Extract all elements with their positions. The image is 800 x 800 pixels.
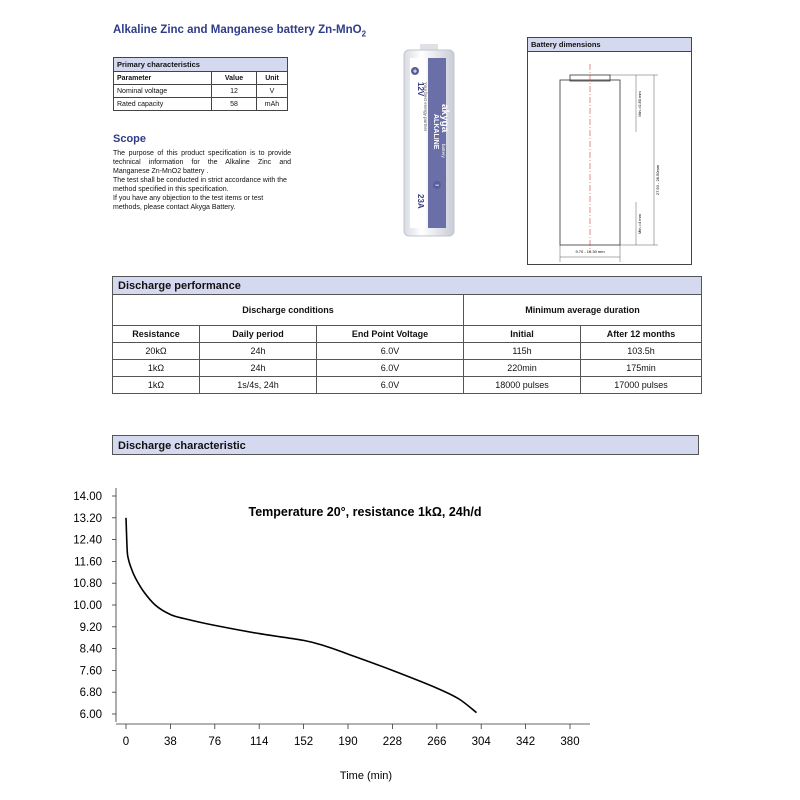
cell: 1s/4s, 24h <box>200 377 317 394</box>
cell: 6.0V <box>317 377 464 394</box>
col-unit: Unit <box>257 72 288 85</box>
table-row <box>113 360 702 377</box>
cell: 1kΩ <box>113 377 200 394</box>
cell: 175min <box>581 360 702 377</box>
chart-title: Temperature 20°, resistance 1kΩ, 24h/d <box>248 505 482 519</box>
y-tick-label: 13.20 <box>73 512 102 525</box>
y-tick-label: 7.60 <box>79 665 102 678</box>
battery-image <box>398 44 460 239</box>
cell: mAh <box>257 98 288 111</box>
x-tick-label: 76 <box>208 736 222 748</box>
x-tick-label: 190 <box>338 736 358 748</box>
y-tick-label: 10.80 <box>73 578 102 591</box>
x-tick-label: 152 <box>294 736 314 748</box>
table-row <box>114 85 288 98</box>
scope-line: If you have any objection to the test items or test methods, please contact Akyga Battery. <box>113 195 264 211</box>
svg-text:−: − <box>434 182 440 190</box>
discharge-curve <box>126 518 477 713</box>
col-parameter: Parameter <box>114 72 212 85</box>
table-row <box>113 377 702 394</box>
cell: 1kΩ <box>113 360 200 377</box>
x-tick-label: 266 <box>427 736 447 748</box>
y-tick-label: 12.40 <box>73 534 102 547</box>
y-tick-label: 9.20 <box>79 621 102 634</box>
cell: 6.0V <box>317 360 464 377</box>
primary-heading: Primary characteristics <box>114 58 288 72</box>
discharge-performance-heading: Discharge performance <box>113 277 702 295</box>
y-tick-label: 11.60 <box>74 556 102 569</box>
y-tick-label: 6.80 <box>79 687 102 700</box>
scope-text <box>113 149 291 212</box>
battery-model: 23A <box>416 194 425 209</box>
scope-line: The test shall be conducted in strict accordance with the method specified in this specification. <box>113 177 287 193</box>
x-tick-label: 380 <box>560 736 580 748</box>
x-tick-label: 304 <box>471 736 491 748</box>
col-resistance: Resistance <box>113 326 200 343</box>
cell: Nominal voltage <box>114 85 212 98</box>
battery-type: ALKALINE <box>432 114 439 150</box>
scope-heading: Scope <box>113 133 147 145</box>
cell: Rated capacity <box>114 98 212 111</box>
cell: 103.5h <box>581 343 702 360</box>
dimensions-drawing <box>528 52 691 262</box>
battery-dimensions-panel <box>527 37 692 265</box>
cell: 18000 pulses <box>464 377 581 394</box>
y-tick-label: 10.00 <box>73 600 102 612</box>
x-tick-label: 0 <box>122 736 130 748</box>
battery-slogan: Your best energy partner <box>423 82 428 132</box>
discharge-performance-table <box>112 276 702 394</box>
col-end-voltage: End Point Voltage <box>317 326 464 343</box>
top-label: Min.=0.80 mm <box>637 91 642 117</box>
col-initial: Initial <box>464 326 581 343</box>
battery-brand: akyga <box>439 104 450 133</box>
col-after-12: After 12 months <box>581 326 702 343</box>
group-min-duration: Minimum average duration <box>464 295 702 326</box>
battery-brand-sub: battery <box>441 144 446 158</box>
x-axis-label: Time (min) <box>339 770 393 782</box>
primary-characteristics-table <box>113 57 288 111</box>
cell: 115h <box>464 343 581 360</box>
cell: 6.0V <box>317 343 464 360</box>
discharge-chart <box>60 480 620 790</box>
cell: 58 <box>212 98 257 111</box>
y-tick-labels <box>73 491 116 721</box>
cell: 24h <box>200 360 317 377</box>
col-value: Value <box>212 72 257 85</box>
cell: 20kΩ <box>113 343 200 360</box>
table-row <box>114 98 288 111</box>
x-tick-label: 342 <box>516 736 536 748</box>
y-tick-label: 8.40 <box>79 643 102 656</box>
x-tick-label: 114 <box>250 736 269 748</box>
cell: 24h <box>200 343 317 360</box>
width-label: 9.70 - 10.30 mm <box>575 249 605 254</box>
y-tick-label: 6.00 <box>79 709 102 721</box>
cell: 12 <box>212 85 257 98</box>
discharge-characteristic-heading: Discharge characteristic <box>112 435 699 455</box>
x-tick-label: 38 <box>164 736 177 748</box>
cell: 17000 pulses <box>581 377 702 394</box>
table-row <box>113 343 702 360</box>
scope-line: The purpose of this product specification is to provide technical information for the Alkaline Zinc and Manganese Zn-MnO2 battery . <box>113 150 291 175</box>
height-label: 27.50 - 28.50mm <box>655 164 660 196</box>
dimensions-heading: Battery dimensions <box>528 38 691 52</box>
page-title: Alkaline Zinc and Manganese battery Zn-MnO$_2$ <box>113 24 367 39</box>
x-tick-labels <box>123 724 580 748</box>
x-tick-label: 228 <box>382 736 402 748</box>
battery-voltage: 12V <box>416 82 425 97</box>
cell: V <box>257 85 288 98</box>
cell: 220min <box>464 360 581 377</box>
col-daily-period: Daily period <box>200 326 317 343</box>
svg-text:+: + <box>412 68 418 76</box>
bottom-label: Min.=4 mm <box>637 214 642 234</box>
group-discharge-conditions: Discharge conditions <box>113 295 464 326</box>
y-tick-label: 14.00 <box>73 491 102 503</box>
